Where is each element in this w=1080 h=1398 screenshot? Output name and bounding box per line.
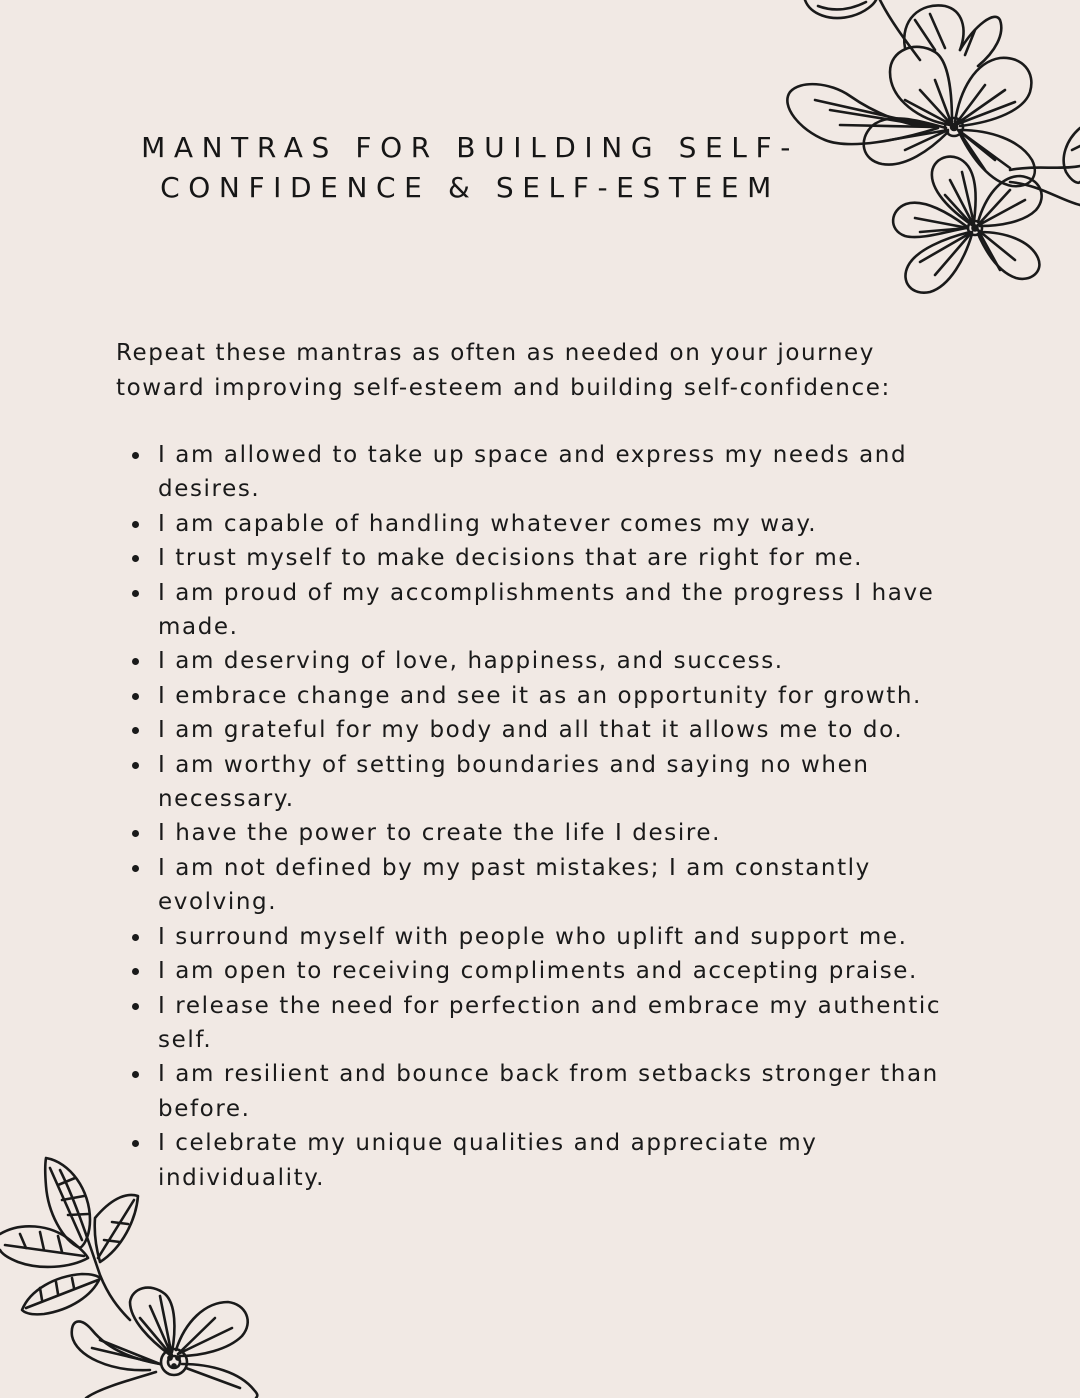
mantra-text-line: made. xyxy=(158,614,239,641)
list-item xyxy=(158,1057,1038,1126)
bullet-icon xyxy=(132,590,139,597)
list-item xyxy=(158,920,1038,954)
bullet-icon xyxy=(132,693,139,700)
list-item xyxy=(158,541,1038,575)
list-item xyxy=(158,989,1038,1058)
mantra-text-line: self. xyxy=(158,1026,213,1053)
bullet-icon xyxy=(132,1140,139,1147)
bullet-icon xyxy=(132,521,139,528)
bullet-icon xyxy=(132,1003,139,1010)
mantra-text-line: I am grateful for my body and all that it allows me to do. xyxy=(158,717,904,744)
mantra-text-line: I am proud of my accomplishments and the progress I have xyxy=(158,579,935,606)
mantra-text-line: I am allowed to take up space and express my needs and xyxy=(158,442,908,468)
mantra-text-line: I am capable of handling whatever comes my way. xyxy=(158,510,818,537)
title-line-1: MANTRAS FOR BUILDING SELF- xyxy=(141,131,799,164)
list-item xyxy=(158,748,1038,817)
list-item xyxy=(158,438,1038,507)
mantra-text-line: necessary. xyxy=(158,786,295,813)
mantra-text-line: I am not defined by my past mistakes; I am constantly xyxy=(158,854,871,881)
mantra-text-line: I surround myself with people who uplift and support me. xyxy=(158,923,908,950)
mantra-text-line: I am resilient and bounce back from setbacks stronger than xyxy=(158,1061,939,1088)
mantra-list xyxy=(158,438,1038,1195)
bullet-icon xyxy=(132,452,139,459)
bullet-icon xyxy=(132,1071,139,1078)
mantra-text-line: before. xyxy=(158,1095,251,1122)
mantra-text-line: individuality. xyxy=(158,1164,326,1191)
title-line-2: CONFIDENCE & SELF-ESTEEM xyxy=(160,171,780,204)
mantra-text-line: evolving. xyxy=(158,889,278,916)
list-item xyxy=(158,1126,1038,1195)
mantra-text-line: I embrace change and see it as an opportunity for growth. xyxy=(158,682,922,709)
bullet-icon xyxy=(132,934,139,941)
bullet-icon xyxy=(132,865,139,872)
bullet-icon xyxy=(132,727,139,734)
mantra-text-line: I have the power to create the life I desire. xyxy=(158,820,722,847)
list-item xyxy=(158,816,1038,850)
mantra-text-line: I trust myself to make decisions that are right for me. xyxy=(158,545,864,572)
mantra-text-line: I celebrate my unique qualities and appreciate my xyxy=(158,1130,818,1157)
mantra-text-line: desires. xyxy=(158,476,261,503)
mantra-text-line: I am deserving of love, happiness, and success. xyxy=(158,648,784,675)
mantra-text-line: I release the need for perfection and embrace my authentic xyxy=(158,992,942,1019)
list-item xyxy=(158,507,1038,541)
bullet-icon xyxy=(132,555,139,562)
list-item xyxy=(158,851,1038,920)
list-item xyxy=(158,644,1038,678)
mantra-text-line: I am open to receiving compliments and accepting praise. xyxy=(158,958,918,985)
page-title xyxy=(110,128,830,208)
intro-line-1: Repeat these mantras as often as needed on your journey xyxy=(116,340,875,366)
list-item xyxy=(158,954,1038,988)
bullet-icon xyxy=(132,968,139,975)
list-item xyxy=(158,679,1038,713)
intro-line-2: toward improving self-esteem and building self-confidence: xyxy=(116,374,891,401)
bullet-icon xyxy=(132,830,139,837)
bullet-icon xyxy=(132,762,139,769)
list-item xyxy=(158,713,1038,747)
intro-paragraph xyxy=(116,336,996,405)
bullet-icon xyxy=(132,658,139,665)
list-item xyxy=(158,576,1038,645)
mantra-text-line: I am worthy of setting boundaries and saying no when xyxy=(158,751,870,778)
